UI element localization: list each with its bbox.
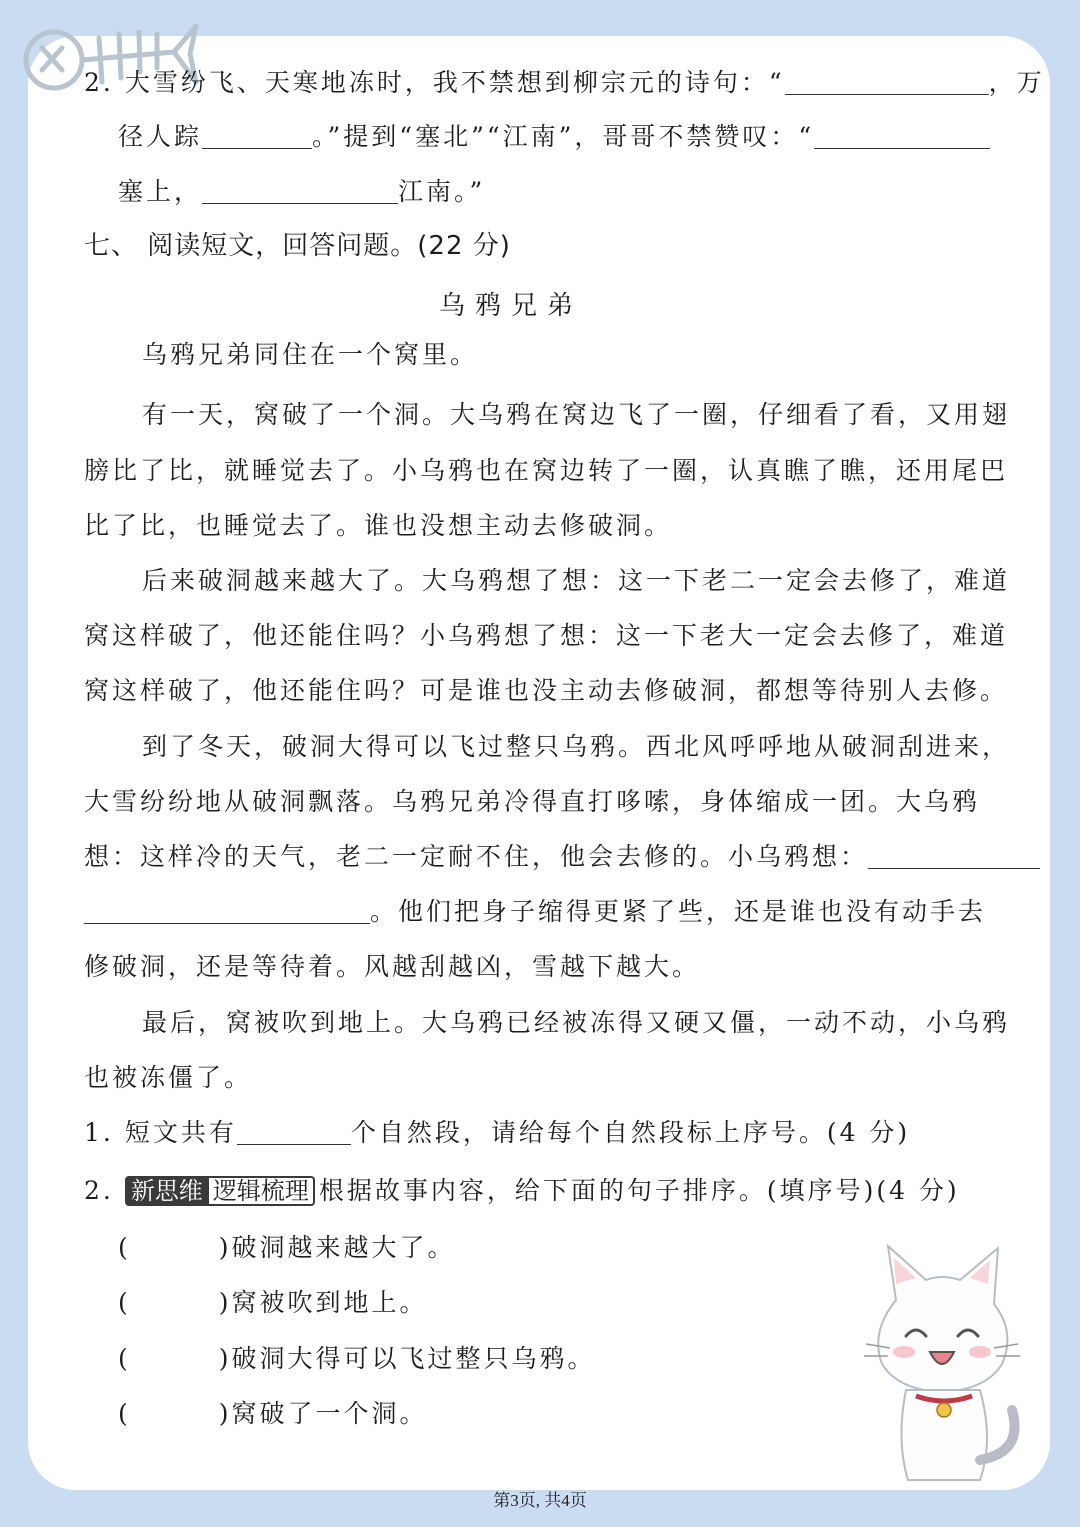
- story-line-with-blank: [84, 844, 1004, 869]
- q6-2-line-3: [118, 179, 980, 204]
- question-text: 。”提到“塞北”“江南”，哥哥不禁赞叹：“: [312, 122, 815, 151]
- story-line: 有一天，窝破了一个洞。大乌鸦在窝边飞了一圈，仔细看了看，又用翅: [142, 400, 1011, 429]
- story-line: 大雪纷纷地从破洞飘落。乌鸦兄弟冷得直打哆嗦，身体缩成一团。大乌鸦: [84, 787, 981, 816]
- ordering-text: 窝被吹到地上。: [231, 1288, 428, 1317]
- question-number: 1.: [84, 1118, 114, 1147]
- question-text: 短文共有: [124, 1118, 237, 1147]
- answer-blank[interactable]: [814, 124, 990, 149]
- section-heading: 七、 阅读短文，回答问题。(22 分): [84, 231, 511, 261]
- question-number: 2.: [84, 68, 114, 97]
- story-title: 乌鸦兄弟: [438, 291, 583, 321]
- ordering-item[interactable]: [118, 1346, 1038, 1371]
- answer-blank[interactable]: [202, 124, 312, 149]
- story-line: 后来破洞越来越大了。大乌鸦想了想：这一下老二一定会去修了，难道: [142, 566, 1011, 595]
- paren-close: ): [218, 1399, 232, 1428]
- story-line: 窝这样破了，他还能住吗？可是谁也没主动去修破洞，都想等待别人去修。: [84, 676, 1009, 705]
- question-text-end: ，万: [988, 68, 1045, 97]
- answer-blank[interactable]: [84, 899, 370, 924]
- story-line: 到了冬天，破洞大得可以飞过整只乌鸦。西北风呼呼地从破洞刮进来，: [142, 732, 1011, 761]
- ordering-item[interactable]: [118, 1290, 1038, 1315]
- story-text: 想：这样冷的天气，老二一定耐不住，他会去修的。小乌鸦想：: [84, 842, 869, 871]
- story-line: 窝这样破了，他还能住吗？小乌鸦想了想：这一下老大一定会去修了，难道: [84, 621, 1009, 650]
- question-text: 个自然段，请给每个自然段标上序号。(4 分): [350, 1118, 911, 1147]
- ordering-item[interactable]: [118, 1401, 1038, 1426]
- paren-open: (: [118, 1288, 131, 1317]
- story-line-with-blank: [84, 899, 1004, 924]
- question-2: [84, 1176, 1004, 1206]
- ordering-text: 破洞大得可以飞过整只乌鸦。: [231, 1344, 596, 1373]
- logic-tag: 逻辑梳理: [209, 1176, 315, 1206]
- story-line: 乌鸦兄弟同住在一个窝里。: [142, 340, 479, 369]
- story-line: 比了比，也睡觉去了。谁也没想主动去修破洞。: [84, 511, 673, 540]
- question-text: 塞上，: [118, 177, 203, 206]
- q6-2-line-2: [118, 124, 980, 149]
- q6-2-line-1: [84, 68, 1045, 97]
- question-text: 径人踪: [118, 122, 203, 151]
- ordering-text: 破洞越来越大了。: [231, 1233, 456, 1262]
- paren-close: ): [218, 1344, 232, 1373]
- answer-blank[interactable]: [785, 70, 989, 95]
- story-line: 最后，窝被吹到地上。大乌鸦已经被冻得又硬又僵，一动不动，小乌鸦: [142, 1008, 1011, 1037]
- story-text: 。他们把身子缩得更紧了些，还是谁也没有动手去: [370, 897, 987, 926]
- answer-blank[interactable]: [237, 1120, 351, 1145]
- paren-close: ): [218, 1233, 232, 1262]
- ordering-text: 窝破了一个洞。: [231, 1399, 428, 1428]
- new-thinking-tag: 新思维: [125, 1176, 209, 1206]
- paren-open: (: [118, 1233, 131, 1262]
- paren-close: ): [218, 1288, 232, 1317]
- story-line: 也被冻僵了。: [84, 1063, 253, 1092]
- question-text: 根据故事内容，给下面的句子排序。(填序号)(4 分): [318, 1176, 960, 1205]
- paren-open: (: [118, 1344, 131, 1373]
- paren-open: (: [118, 1399, 131, 1428]
- answer-blank[interactable]: [202, 179, 398, 204]
- story-line: 膀比了比，就睡觉去了。小乌鸦也在窝边转了一圈，认真瞧了瞧，还用尾巴: [84, 456, 1009, 485]
- story-line: 修破洞，还是等待着。风越刮越凶，雪越下越大。: [84, 952, 701, 981]
- question-text: 大雪纷飞、天寒地冻时，我不禁想到柳宗元的诗句：“: [124, 68, 785, 97]
- answer-blank[interactable]: [868, 844, 1040, 869]
- page-footer: 第3页, 共4页: [493, 1491, 587, 1510]
- question-number: 2.: [84, 1176, 114, 1205]
- ordering-item[interactable]: [118, 1235, 1038, 1260]
- question-text: 江南。”: [398, 177, 486, 206]
- question-1: [84, 1120, 1004, 1145]
